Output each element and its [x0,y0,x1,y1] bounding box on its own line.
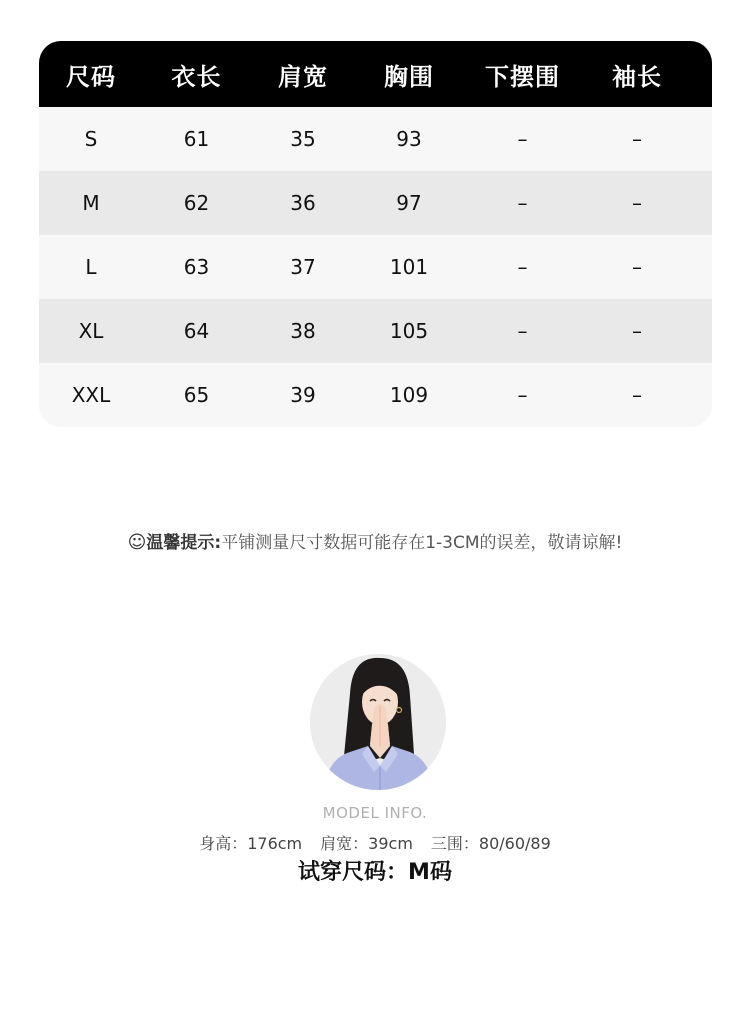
table-row [39,299,712,363]
header-length: 衣长 [171,62,222,91]
cell-shoulder: 35 [290,127,316,151]
tip-label: 温馨提示: [146,533,222,553]
measurement-tip [0,528,750,553]
cell-length: 64 [183,319,210,343]
cell-shoulder: 38 [290,319,316,343]
header-chest: 胸围 [384,62,434,91]
cell-length: 63 [183,255,210,279]
table-row [39,171,712,235]
cell-size: XL [78,319,104,343]
cell-shoulder: 39 [290,383,316,407]
model-stats [0,831,750,854]
cell-hem: – [517,319,528,343]
cell-chest: 105 [389,319,429,343]
model-photo [310,654,446,790]
cell-sleeve: – [632,383,642,407]
tip-text: 平铺测量尺寸数据可能存在1-3CM的误差，敬请谅解! [221,533,623,553]
model-measurements: 三围：80/60/89 [430,834,551,853]
cell-chest: 93 [396,127,422,151]
cell-hem: – [517,383,528,407]
cell-size: XXL [71,383,111,407]
cell-length: 65 [183,383,210,407]
model-try-on-size: 试穿尺码：M码 [298,860,452,885]
cell-hem: – [517,127,528,151]
table-row [39,235,712,299]
header-sleeve: 袖长 [612,62,662,91]
cell-hem: – [517,255,528,279]
model-height: 身高：176cm [199,834,303,853]
cell-hem: – [517,191,528,215]
cell-chest: 97 [396,191,422,215]
header-size: 尺码 [66,62,116,91]
cell-length: 62 [183,191,210,215]
model-shoulder: 肩宽：39cm [320,834,413,853]
cell-sleeve: – [632,191,642,215]
header-hem: 下摆围 [485,62,560,91]
cell-sleeve: – [632,255,642,279]
table-header [39,41,712,107]
cell-length: 61 [183,127,210,151]
smile-icon: ☺ [127,532,147,553]
cell-size: M [82,191,100,215]
cell-chest: 109 [389,383,429,407]
cell-size: S [84,127,98,151]
cell-size: L [85,255,97,279]
size-table [39,41,712,427]
model-info-caption: MODEL INFO. [322,804,428,822]
cell-shoulder: 36 [290,191,316,215]
header-shoulder: 肩宽 [278,62,328,91]
cell-sleeve: – [632,127,642,151]
model-avatar [310,654,446,790]
table-row [39,107,712,171]
cell-shoulder: 37 [290,255,316,279]
cell-chest: 101 [389,255,429,279]
cell-sleeve: – [632,319,642,343]
table-row [39,363,712,427]
